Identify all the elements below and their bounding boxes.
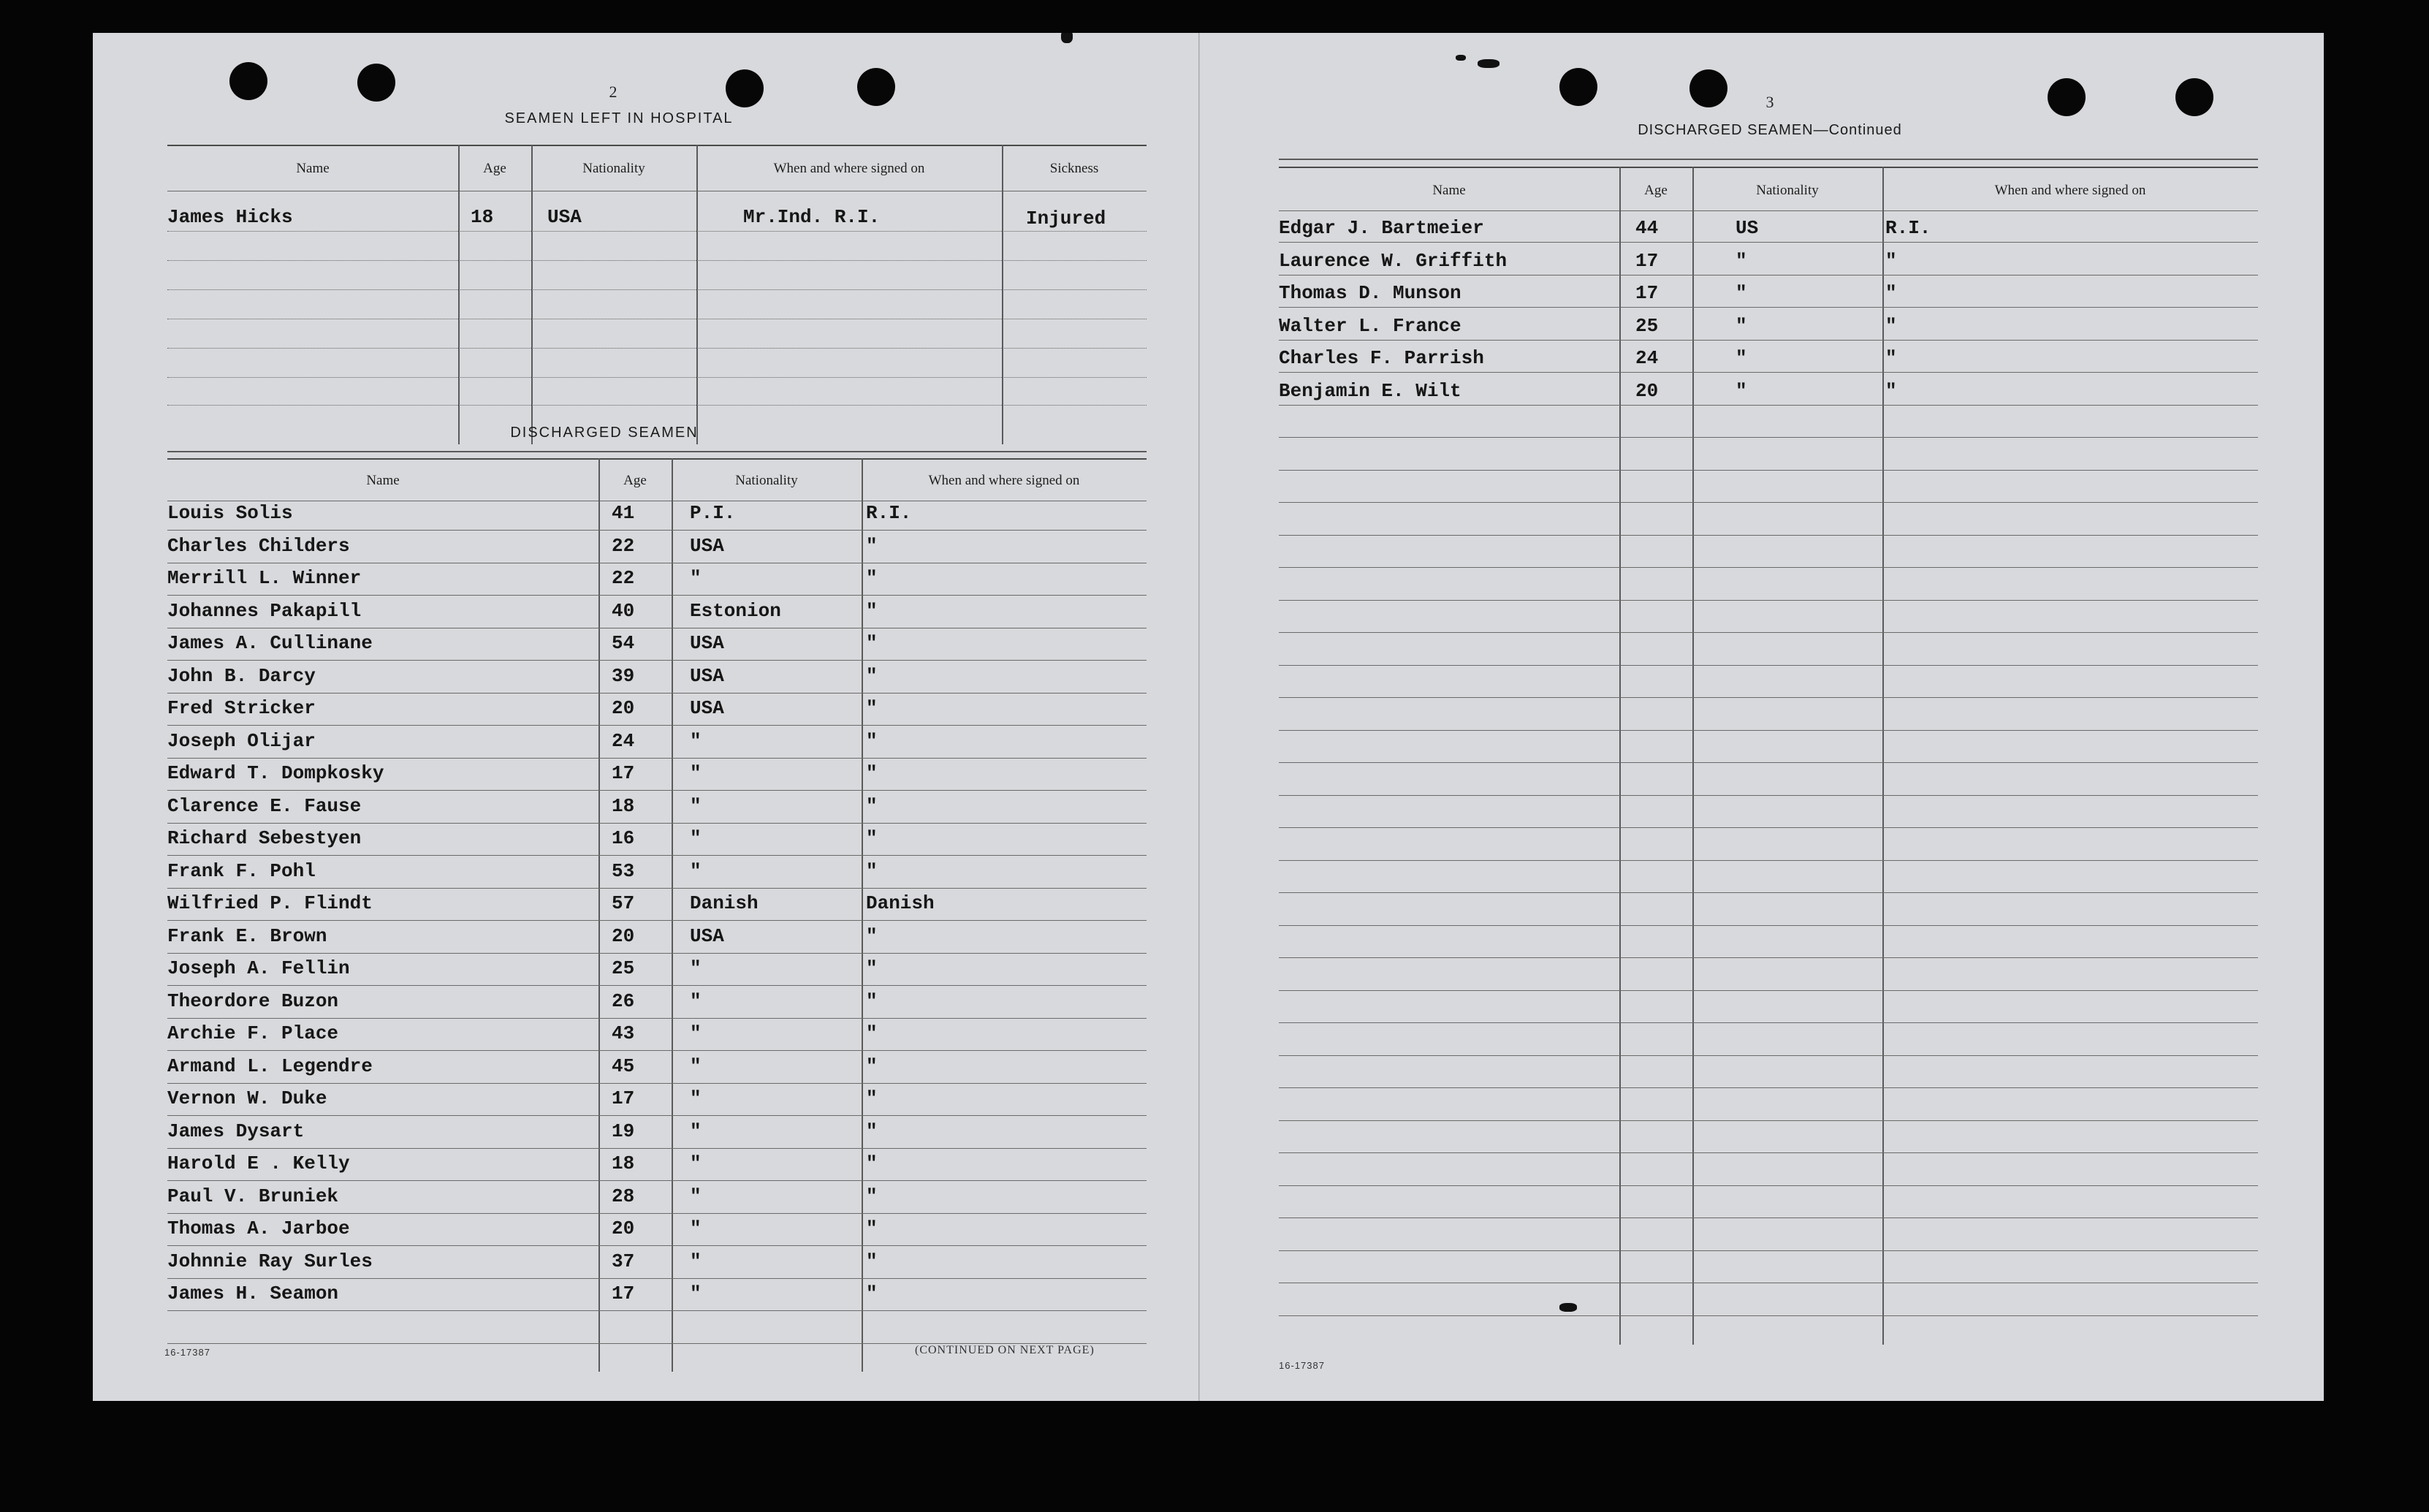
seaman-age: 19 (612, 1120, 635, 1142)
seaman-signed-on: " (866, 729, 878, 752)
seaman-signed-on: " (866, 1087, 878, 1109)
seaman-signed-on: " (866, 827, 878, 849)
seaman-age: 53 (612, 859, 635, 882)
seaman-name: Paul V. Bruniek (167, 1185, 339, 1207)
seaman-name: James Dysart (167, 1120, 305, 1142)
seaman-signed-on: " (1885, 282, 1897, 304)
seaman-age: 25 (612, 957, 635, 979)
seaman-name: Vernon W. Duke (167, 1087, 327, 1109)
seaman-nationality: " (690, 1087, 702, 1109)
ruled-line (167, 595, 1147, 596)
hospital-table (167, 145, 1147, 444)
seaman-name: Edgar J. Bartmeier (1279, 217, 1484, 239)
seaman-age: 16 (612, 827, 635, 849)
seaman-nationality: Estonion (690, 599, 781, 622)
ruled-line (1279, 1087, 2258, 1088)
seaman-nationality: US (1736, 217, 1759, 239)
punch-hole (357, 64, 395, 102)
ruled-line (1279, 762, 2258, 763)
seaman-nationality: USA (690, 632, 724, 654)
seaman-name: James H. Seamon (167, 1283, 339, 1304)
seaman-age: 17 (612, 1283, 635, 1304)
seaman-age: 17 (612, 1087, 635, 1109)
seaman-nationality: " (1736, 249, 1747, 272)
seaman-name: Joseph Olijar (167, 729, 316, 752)
ruled-line (167, 953, 1147, 954)
seaman-age: 22 (612, 534, 635, 557)
seaman-signed-on: " (866, 1185, 878, 1207)
seaman-age: 45 (612, 1055, 635, 1077)
seaman-age: 20 (612, 697, 635, 719)
ruled-line (1279, 697, 2258, 698)
seaman-signed-on: " (866, 1152, 878, 1174)
seaman-nationality: Danish (690, 892, 759, 914)
seaman-signed-on: " (866, 1217, 878, 1239)
ruled-line (1279, 1315, 2258, 1316)
ruled-line (167, 1115, 1147, 1116)
seaman-signed-on: " (1885, 347, 1897, 369)
col-header-nationality: Nationality (1756, 183, 1819, 198)
seaman-nationality: " (690, 989, 702, 1012)
seaman-age: 18 (471, 206, 494, 228)
seaman-signed-on: " (866, 859, 878, 882)
ruled-line (167, 1148, 1147, 1149)
ruled-line (1279, 730, 2258, 731)
ruled-line (167, 1278, 1147, 1279)
col-header-signed-on: When and where signed on (1994, 183, 2146, 198)
punch-hole (857, 68, 895, 106)
seaman-name: Merrill L. Winner (167, 567, 362, 589)
discharged-table (167, 458, 1147, 1372)
page-number: 2 (609, 83, 617, 101)
ruled-line (1279, 925, 2258, 926)
ruled-line (1279, 827, 2258, 828)
col-header-name: Name (296, 161, 330, 176)
seaman-name: Joseph A. Fellin (167, 957, 350, 979)
seaman-age: 17 (612, 762, 635, 784)
ruled-line (1279, 860, 2258, 861)
seaman-age: 41 (612, 502, 635, 524)
seaman-signed-on: " (866, 1055, 878, 1077)
section-rule (167, 451, 1147, 452)
col-header-sickness: Sickness (1049, 161, 1099, 176)
ink-blot (1456, 55, 1466, 61)
ruled-line (167, 1180, 1147, 1181)
ruled-line (167, 920, 1147, 921)
seaman-name: James A. Cullinane (167, 632, 373, 654)
ruled-line (167, 758, 1147, 759)
seaman-name: Fred Stricker (167, 697, 316, 719)
ruled-line (1279, 340, 2258, 341)
seaman-age: 17 (1635, 249, 1659, 272)
seaman-age: 24 (612, 729, 635, 752)
seaman-signed-on: " (866, 697, 878, 719)
seaman-name: John B. Darcy (167, 664, 316, 687)
seaman-age: 18 (612, 794, 635, 817)
seaman-name: Johannes Pakapill (167, 599, 362, 622)
seaman-name: Frank E. Brown (167, 924, 327, 947)
ruled-line (167, 693, 1147, 694)
seaman-name: Walter L. France (1279, 314, 1461, 337)
ruled-line (1279, 307, 2258, 308)
seaman-age: 20 (1635, 379, 1659, 402)
ruled-line (167, 790, 1147, 791)
ruled-line (167, 888, 1147, 889)
col-header-nationality: Nationality (735, 473, 798, 488)
seaman-nationality: " (1736, 347, 1747, 369)
seaman-signed-on: " (866, 794, 878, 817)
seaman-nationality: " (1736, 282, 1747, 304)
seaman-age: 37 (612, 1250, 635, 1272)
discharged-section-title: DISCHARGED SEAMEN (510, 425, 699, 441)
col-header-age: Age (1644, 183, 1668, 198)
seaman-name: Laurence W. Griffith (1279, 249, 1508, 272)
seaman-age: 22 (612, 567, 635, 589)
seaman-age: 43 (612, 1022, 635, 1044)
ruled-line (1279, 1185, 2258, 1186)
seaman-name: Armand L. Legendre (167, 1055, 373, 1077)
seaman-signed-on: Danish (866, 892, 935, 914)
seaman-signed-on: " (866, 924, 878, 947)
seaman-signed-on: " (866, 989, 878, 1012)
seaman-age: 26 (612, 989, 635, 1012)
punch-hole (2048, 78, 2086, 116)
col-header-age: Age (623, 473, 647, 488)
seaman-nationality: " (690, 1250, 702, 1272)
seaman-name: Edward T. Dompkosky (167, 762, 384, 784)
col-header-signed-on: When and where signed on (928, 473, 1080, 488)
ruled-line (1279, 1250, 2258, 1251)
ruled-line (167, 1213, 1147, 1214)
ruled-line (1279, 1217, 2258, 1218)
seaman-age: 39 (612, 664, 635, 687)
seaman-age: 20 (612, 1217, 635, 1239)
seaman-signed-on: " (1885, 314, 1897, 337)
ruled-line (1279, 470, 2258, 471)
punch-hole (1559, 68, 1597, 106)
seaman-signed-on: R.I. (866, 502, 912, 524)
ruled-line (1279, 892, 2258, 893)
seaman-age: 57 (612, 892, 635, 914)
ruled-line (167, 823, 1147, 824)
ruled-line (1279, 1055, 2258, 1056)
ruled-line (1279, 1152, 2258, 1153)
seaman-age: 20 (612, 924, 635, 947)
seaman-nationality: " (690, 1022, 702, 1044)
ruled-line (1279, 275, 2258, 276)
seaman-signed-on: " (866, 1120, 878, 1142)
ruled-line (1279, 405, 2258, 406)
ruled-line (1279, 795, 2258, 796)
seaman-nationality: " (690, 567, 702, 589)
seaman-nationality: USA (690, 664, 724, 687)
ruled-line (1279, 990, 2258, 991)
discharged-continued-title: DISCHARGED SEAMEN—Continued (1638, 122, 1902, 138)
seaman-nationality: USA (690, 697, 724, 719)
seaman-name: Louis Solis (167, 502, 293, 524)
seaman-signed-on: " (866, 1283, 878, 1304)
ruled-line (1279, 567, 2258, 568)
ruled-line (167, 1018, 1147, 1019)
discharged-continued-table (1279, 167, 2258, 1345)
seaman-age: 17 (1635, 282, 1659, 304)
right-page (1200, 33, 2324, 1401)
ruled-line (167, 1050, 1147, 1051)
seaman-age: 24 (1635, 347, 1659, 369)
seaman-age: 18 (612, 1152, 635, 1174)
seaman-signed-on: " (866, 599, 878, 622)
seaman-nationality: USA (690, 924, 724, 947)
ruled-line (167, 660, 1147, 661)
seaman-name: Johnnie Ray Surles (167, 1250, 373, 1272)
seaman-name: Wilfried P. Flindt (167, 892, 373, 914)
seaman-nationality: " (1736, 314, 1747, 337)
seaman-nationality: " (690, 762, 702, 784)
seaman-name: Thomas A. Jarboe (167, 1217, 350, 1239)
seaman-name: Richard Sebestyen (167, 827, 362, 849)
seaman-name: Benjamin E. Wilt (1279, 379, 1461, 402)
seaman-signed-on: " (866, 762, 878, 784)
seaman-age: 44 (1635, 217, 1659, 239)
hospital-section-title: SEAMEN LEFT IN HOSPITAL (504, 110, 734, 126)
ruled-line (167, 1245, 1147, 1246)
seaman-signed-on: " (866, 567, 878, 589)
seaman-nationality: " (690, 794, 702, 817)
ruled-line (1279, 1120, 2258, 1121)
seaman-nationality: " (690, 1120, 702, 1142)
seaman-nationality: USA (547, 206, 582, 228)
ruled-line (1279, 242, 2258, 243)
ruled-line (167, 985, 1147, 986)
ruled-line (167, 855, 1147, 856)
ruled-line (1279, 372, 2258, 373)
seaman-sickness: Injured (1026, 208, 1106, 229)
seaman-nationality: " (690, 1152, 702, 1174)
seaman-name: Theordore Buzon (167, 989, 339, 1012)
section-rule (1279, 159, 2258, 160)
seaman-name: Frank F. Pohl (167, 859, 316, 882)
seaman-age: 54 (612, 632, 635, 654)
seaman-name: Charles F. Parrish (1279, 347, 1484, 369)
seaman-nationality: " (690, 1283, 702, 1304)
col-header-name: Name (366, 473, 400, 488)
seaman-nationality: USA (690, 534, 724, 557)
seaman-signed-on: " (866, 534, 878, 557)
seaman-signed-on: " (866, 957, 878, 979)
punch-hole (229, 62, 267, 100)
ruled-line (167, 725, 1147, 726)
ruled-line (1279, 665, 2258, 666)
seaman-name: Charles Childers (167, 534, 350, 557)
ruled-line (1279, 632, 2258, 633)
ruled-line (167, 1083, 1147, 1084)
seaman-signed-on: Mr.Ind. R.I. (743, 206, 881, 228)
seaman-nationality: " (690, 827, 702, 849)
seaman-nationality: " (690, 1217, 702, 1239)
col-header-signed-on: When and where signed on (773, 161, 925, 176)
seaman-nationality: " (690, 859, 702, 882)
seaman-name: James Hicks (167, 206, 293, 228)
punch-hole (1689, 69, 1727, 107)
ruled-line (167, 1310, 1147, 1311)
seaman-nationality: P.I. (690, 502, 736, 524)
form-number: 16-17387 (164, 1347, 210, 1358)
seaman-nationality: " (690, 957, 702, 979)
seaman-name: Archie F. Place (167, 1022, 339, 1044)
col-header-nationality: Nationality (582, 161, 645, 176)
seaman-nationality: " (1736, 379, 1747, 402)
ruled-line (1279, 957, 2258, 958)
ruled-line (1279, 502, 2258, 503)
col-header-name: Name (1432, 183, 1466, 198)
seaman-age: 25 (1635, 314, 1659, 337)
ruled-line (1279, 1022, 2258, 1023)
punch-hole (726, 69, 764, 107)
seaman-signed-on: " (866, 1022, 878, 1044)
ruled-line (167, 530, 1147, 531)
seaman-name: Clarence E. Fause (167, 794, 362, 817)
form-number: 16-17387 (1279, 1360, 1325, 1371)
seaman-signed-on: " (866, 664, 878, 687)
ink-blot (1061, 33, 1073, 43)
seaman-signed-on: " (1885, 379, 1897, 402)
ink-blot (1478, 59, 1499, 68)
seaman-nationality: " (690, 729, 702, 752)
continued-note: (CONTINUED ON NEXT PAGE) (915, 1344, 1095, 1356)
ruled-line (1279, 600, 2258, 601)
ruled-line (1279, 535, 2258, 536)
seaman-age: 40 (612, 599, 635, 622)
seaman-age: 28 (612, 1185, 635, 1207)
seaman-name: Thomas D. Munson (1279, 282, 1461, 304)
col-header-age: Age (483, 161, 506, 176)
ruled-line (1279, 437, 2258, 438)
seaman-name: Harold E . Kelly (167, 1152, 350, 1174)
punch-hole (2175, 78, 2213, 116)
seaman-signed-on: " (1885, 249, 1897, 272)
seaman-signed-on: R.I. (1885, 217, 1931, 239)
seaman-nationality: " (690, 1185, 702, 1207)
page-number: 3 (1765, 93, 1774, 111)
seaman-signed-on: " (866, 1250, 878, 1272)
seaman-nationality: " (690, 1055, 702, 1077)
left-page (93, 33, 1204, 1401)
seaman-signed-on: " (866, 632, 878, 654)
